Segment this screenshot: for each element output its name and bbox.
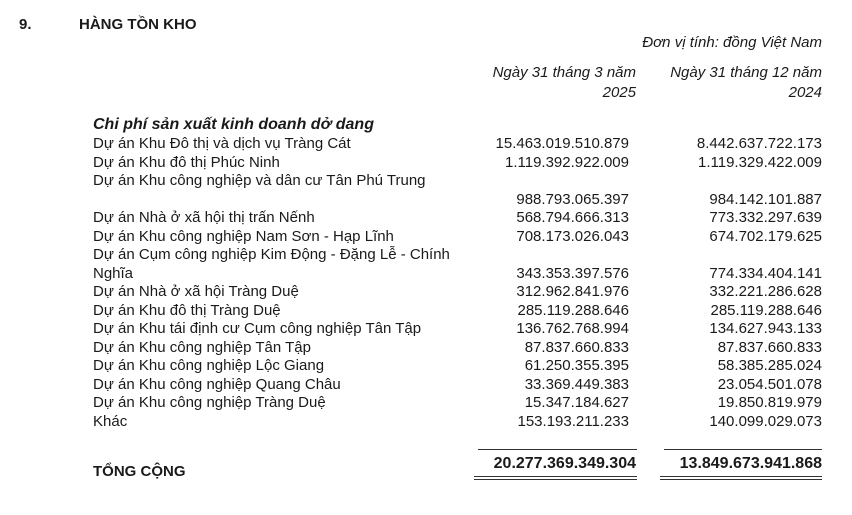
total-label: TỔNG CỘNG [93, 463, 186, 480]
row-label: Dự án Khu công nghiệp Lộc Giang [93, 357, 325, 374]
row-value-2025: 33.369.449.383 [524, 375, 629, 393]
subheading-wip-costs: Chi phí sản xuất kinh doanh dở dang [93, 116, 374, 133]
total-double-rule-2024-bottom [660, 479, 822, 480]
row-value-2024: 774.334.404.141 [709, 264, 822, 282]
unit-note: Đơn vị tính: đồng Việt Nam [642, 34, 822, 51]
row-label: Dự án Khu đô thị Phúc Ninh [93, 153, 280, 171]
total-value-2024: 13.849.673.941.868 [679, 455, 822, 472]
row-label: Dự án Khu công nghiệp Tân Tập [93, 338, 311, 356]
table-row [93, 394, 822, 413]
total-double-rule-2025-top [474, 476, 637, 477]
table-row [93, 339, 822, 358]
subtotal-rule-2024 [664, 449, 822, 450]
table-row [93, 228, 822, 247]
total-value-2025: 20.277.369.349.304 [493, 455, 636, 472]
row-value-2025: 708.173.026.043 [516, 227, 629, 245]
row-label: Dự án Cụm công nghiệp Kim Động - Đặng Lễ - Chính Nghĩa [93, 246, 450, 282]
table-row [93, 413, 822, 432]
row-value-2025: 312.962.841.976 [516, 283, 629, 300]
row-value-2024: 285.119.288.646 [710, 301, 822, 319]
table-row [93, 209, 822, 228]
row-value-2025: 61.250.355.395 [524, 357, 629, 374]
row-label: Dự án Khu công nghiệp Tràng Duệ [93, 394, 326, 411]
row-value-2024: 23.054.501.078 [717, 375, 822, 393]
row-value-2025: 1.119.392.922.009 [504, 153, 629, 171]
subtotal-rule-2025 [478, 449, 637, 450]
table-row [93, 246, 822, 283]
row-value-2024: 984.142.101.887 [709, 190, 822, 208]
table-row [93, 135, 822, 154]
total-double-rule-2025-bottom [474, 479, 637, 480]
table-row [93, 320, 822, 339]
row-value-2024: 674.702.179.625 [709, 227, 822, 245]
row-value-2024: 8.442.637.722.173 [696, 135, 822, 152]
column-header-2025: Ngày 31 tháng 3 năm 2025 [492, 64, 636, 101]
row-label: Dự án Khu đô thị Tràng Duệ [93, 301, 281, 319]
section-title: HÀNG TỒN KHO [79, 16, 197, 33]
row-value-2025: 568.794.666.313 [516, 209, 629, 226]
row-value-2025: 988.793.065.397 [516, 190, 629, 208]
table-row [93, 172, 822, 209]
row-value-2025: 343.353.397.576 [516, 264, 629, 282]
row-label: Dự án Khu công nghiệp Nam Sơn - Hạp Lĩnh [93, 227, 394, 245]
row-label: Dự án Khu Đô thị và dịch vụ Tràng Cát [93, 135, 351, 152]
section-number: 9. [19, 16, 32, 33]
table-row [93, 376, 822, 395]
row-label: Dự án Nhà ở xã hội thị trấn Nếnh [93, 209, 315, 226]
inventory-table [93, 135, 822, 431]
row-label: Dự án Khu công nghiệp Quang Châu [93, 375, 341, 393]
table-row [93, 302, 822, 321]
row-value-2024: 332.221.286.628 [709, 283, 822, 300]
row-value-2025: 87.837.660.833 [524, 338, 629, 356]
table-row [93, 283, 822, 302]
row-label: Dự án Khu công nghiệp và dân cư Tân Phú Trung [93, 172, 426, 189]
row-value-2024: 58.385.285.024 [717, 357, 822, 374]
row-value-2025: 153.193.211.233 [517, 412, 629, 430]
row-value-2024: 1.119.329.422.009 [697, 153, 822, 171]
row-value-2024: 134.627.943.133 [709, 320, 822, 337]
row-value-2025: 15.463.019.510.879 [495, 135, 629, 152]
row-value-2025: 15.347.184.627 [524, 394, 629, 411]
row-value-2025: 136.762.768.994 [516, 320, 629, 337]
row-value-2024: 773.332.297.639 [709, 209, 822, 226]
column-header-2024: Ngày 31 tháng 12 năm 2024 [670, 64, 822, 101]
row-value-2025: 285.119.288.646 [517, 301, 629, 319]
row-value-2024: 19.850.819.979 [717, 394, 822, 411]
row-label: Dự án Nhà ở xã hội Tràng Duệ [93, 283, 299, 300]
row-label: Khác [93, 412, 128, 430]
row-value-2024: 87.837.660.833 [717, 338, 822, 356]
total-double-rule-2024-top [660, 476, 822, 477]
table-row [93, 357, 822, 376]
row-label: Dự án Khu tái định cư Cụm công nghiệp Tân Tập [93, 320, 422, 337]
table-row [93, 154, 822, 173]
row-value-2024: 140.099.029.073 [709, 412, 822, 430]
